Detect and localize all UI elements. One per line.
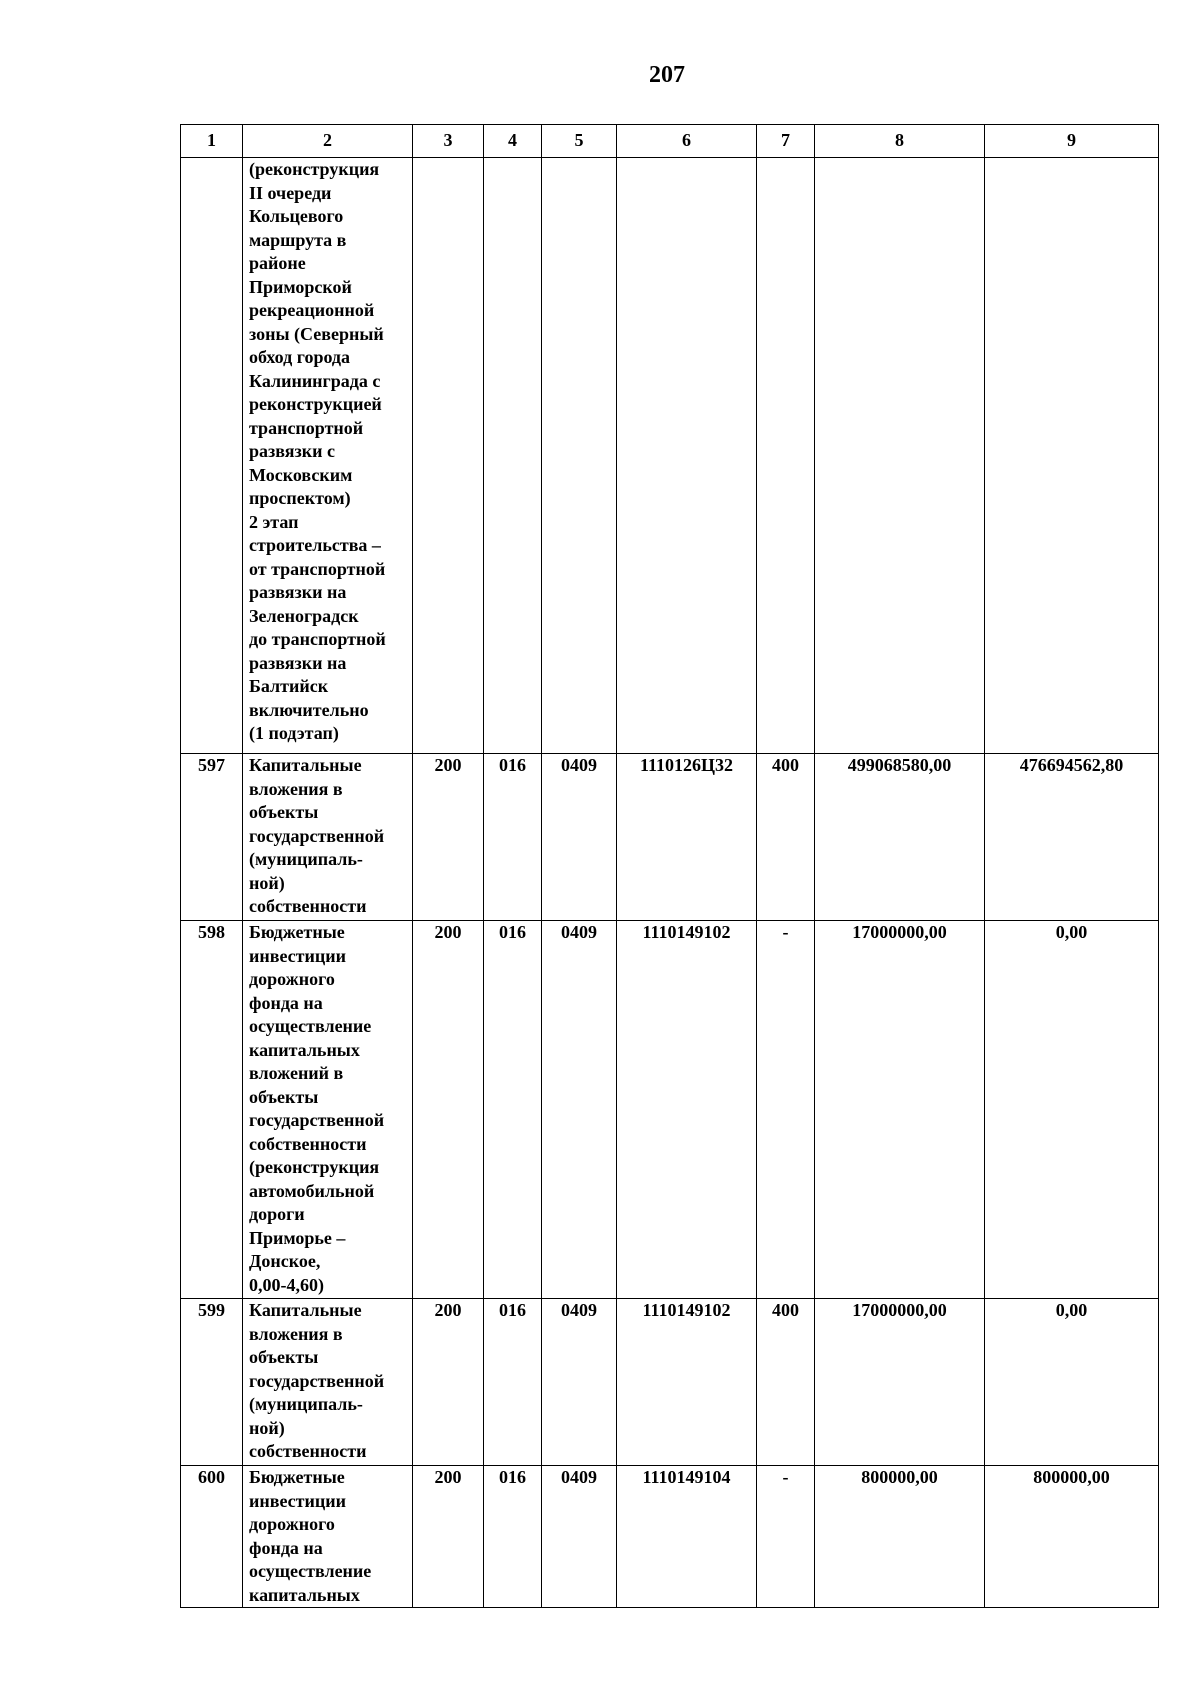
row-number [181, 158, 243, 754]
row-col3 [413, 158, 484, 754]
row-col7: 400 [757, 1299, 815, 1466]
row-col4 [484, 158, 542, 754]
row-col7: - [757, 921, 815, 1299]
row-name: Капитальные вложения в объекты государственной (муниципаль- ной) собственности [243, 754, 413, 921]
row-col6: 1110149102 [617, 1299, 757, 1466]
header-cell: 9 [985, 125, 1159, 158]
page-number: 207 [649, 62, 685, 88]
table-row [181, 158, 1159, 754]
row-name: (реконструкция II очереди Кольцевого маршрута в районе Приморской рекреационной зоны (Северный обход города Калининграда с реконструкцией транспортной развязки с Московским проспектом) 2 этап строительства – от транспортной развязки на Зеленоградск до транспортной развязки на Балтийск включительно (1 подэтап) [243, 158, 413, 754]
row-col9: 0,00 [985, 1299, 1159, 1466]
row-col5 [542, 158, 617, 754]
row-col7: 400 [757, 754, 815, 921]
row-col5: 0409 [542, 1299, 617, 1466]
row-number: 597 [181, 754, 243, 921]
row-name: Бюджетные инвестиции дорожного фонда на осуществление капитальных вложений в объекты государственной собственности (реконструкция автомобильной дороги Приморье – Донское, 0,00-4,60) [243, 921, 413, 1299]
row-col9: 800000,00 [985, 1466, 1159, 1608]
header-cell: 7 [757, 125, 815, 158]
row-col6: 1110126Ц32 [617, 754, 757, 921]
row-col3: 200 [413, 921, 484, 1299]
header-cell: 3 [413, 125, 484, 158]
row-col6 [617, 158, 757, 754]
row-col5: 0409 [542, 921, 617, 1299]
row-col9: 476694562,80 [985, 754, 1159, 921]
header-row [181, 125, 1159, 158]
row-col5: 0409 [542, 1466, 617, 1608]
header-cell: 2 [243, 125, 413, 158]
row-col6: 1110149104 [617, 1466, 757, 1608]
row-col8: 800000,00 [815, 1466, 985, 1608]
header-cell: 1 [181, 125, 243, 158]
row-col4: 016 [484, 921, 542, 1299]
table-row [181, 1466, 1159, 1608]
row-col8: 17000000,00 [815, 921, 985, 1299]
row-col4: 016 [484, 754, 542, 921]
row-col3: 200 [413, 1299, 484, 1466]
row-col3: 200 [413, 754, 484, 921]
row-col8 [815, 158, 985, 754]
header-cell: 5 [542, 125, 617, 158]
row-col5: 0409 [542, 754, 617, 921]
table-row [181, 1299, 1159, 1466]
row-name: Капитальные вложения в объекты государственной (муниципаль- ной) собственности [243, 1299, 413, 1466]
row-number: 599 [181, 1299, 243, 1466]
row-col3: 200 [413, 1466, 484, 1608]
row-number: 598 [181, 921, 243, 1299]
row-name: Бюджетные инвестиции дорожного фонда на осуществление капитальных [243, 1466, 413, 1608]
budget-table [180, 124, 1159, 1608]
row-col8: 17000000,00 [815, 1299, 985, 1466]
header-cell: 6 [617, 125, 757, 158]
header-cell: 8 [815, 125, 985, 158]
header-cell: 4 [484, 125, 542, 158]
table-row [181, 921, 1159, 1299]
row-col9 [985, 158, 1159, 754]
row-number: 600 [181, 1466, 243, 1608]
row-col4: 016 [484, 1299, 542, 1466]
row-col6: 1110149102 [617, 921, 757, 1299]
table-row [181, 754, 1159, 921]
row-col7 [757, 158, 815, 754]
row-col8: 499068580,00 [815, 754, 985, 921]
row-col4: 016 [484, 1466, 542, 1608]
row-col9: 0,00 [985, 921, 1159, 1299]
row-col7: - [757, 1466, 815, 1608]
